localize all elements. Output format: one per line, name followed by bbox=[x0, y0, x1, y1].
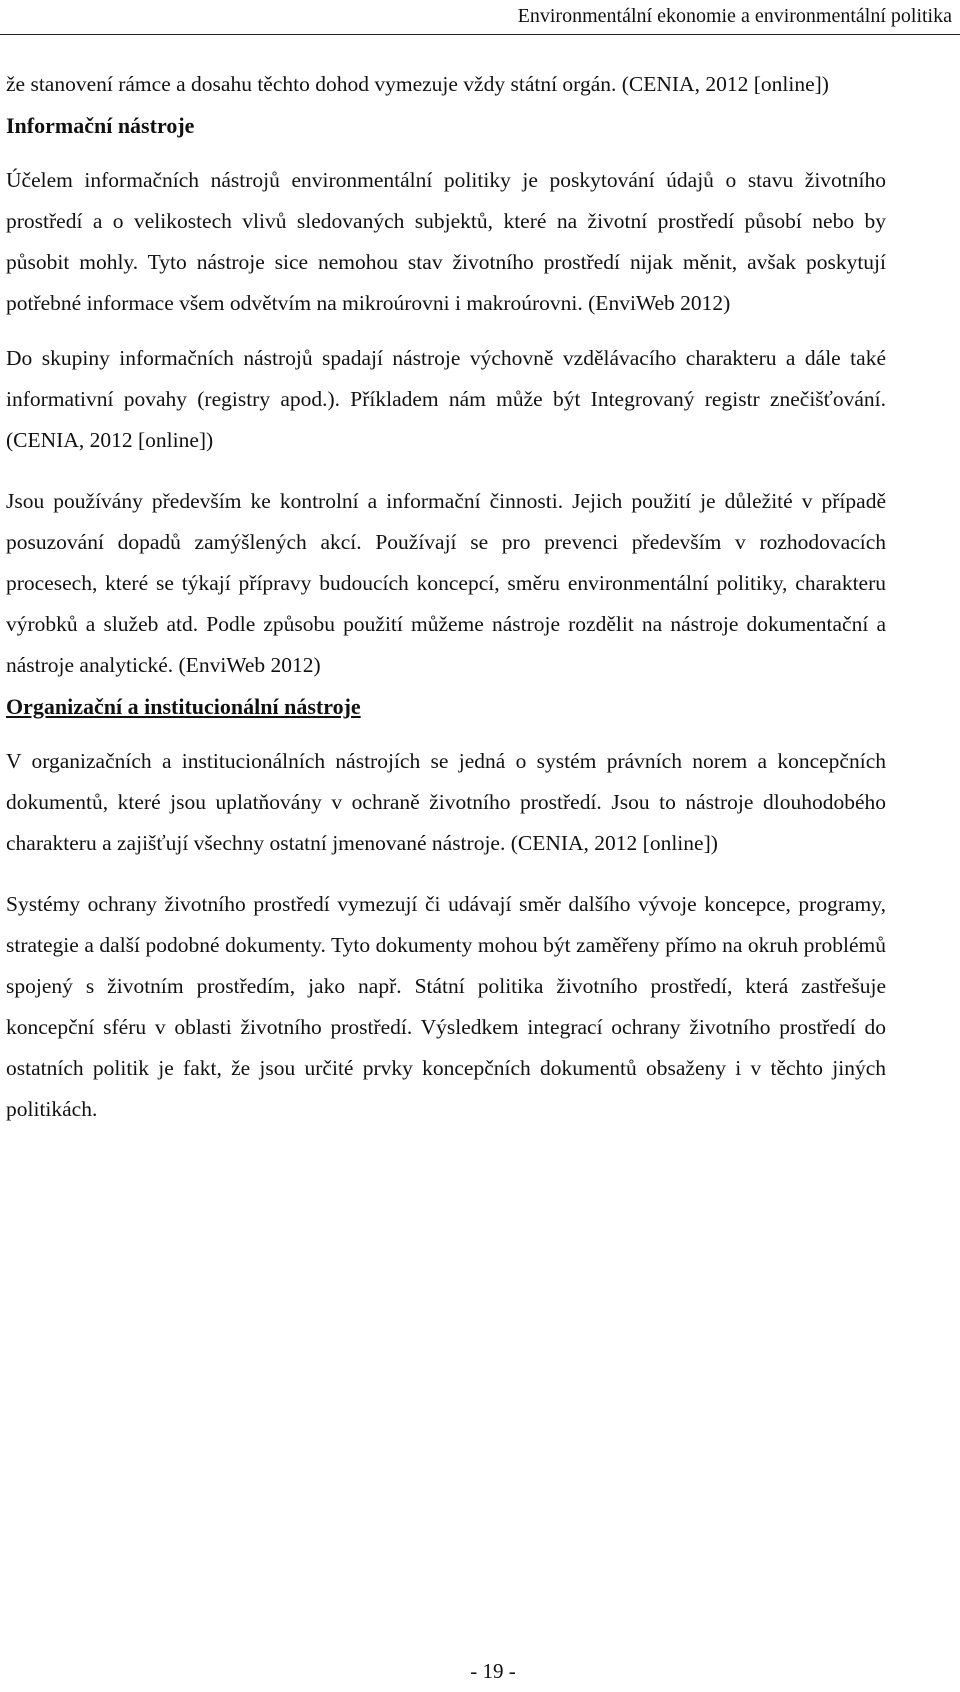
paragraph-organizational-tools: V organizačních a institucionálních nástrojích se jedná o systém právních norem a koncepčních dokumentů, které jsou uplatňovány v ochraně životního prostředí. Jsou to nástroje dlouhodobého charakteru a zajišťují všechny ostatní jmenované nástroje. (CENIA, 2012 [online]) bbox=[6, 749, 886, 855]
section-heading-information-tools: Informační nástroje bbox=[6, 113, 195, 138]
paragraph-continuation: že stanovení rámce a dosahu těchto dohod vymezuje vždy státní orgán. (CENIA, 2012 [online]) bbox=[6, 72, 829, 96]
paragraph-information-tools-purpose: Účelem informačních nástrojů environmentální politiky je poskytování údajů o stavu životního prostředí a o velikostech vlivů sledovaných subjektů, které na životní prostředí působí nebo by působit mohly. Tyto nástroje sice nemohou stav životního prostředí nijak měnit, avšak poskytují potřebné informace všem odvětvím na mikroúrovni i makroúrovni. (EnviWeb 2012) bbox=[6, 168, 886, 315]
paragraph-information-tools-groups: Do skupiny informačních nástrojů spadají nástroje výchovně vzdělávacího charakteru a dále také informativní povahy (registry apod.). Příkladem nám může být Integrovaný registr znečišťování. (CENIA, 2012 [online]) bbox=[6, 346, 886, 452]
page-body bbox=[6, 64, 886, 1130]
page-number: - 19 - bbox=[470, 1659, 516, 1683]
paragraph-information-tools-usage: Jsou používány především ke kontrolní a informační činnosti. Jejich použití je důležité v případě posuzování dopadů zamýšlených akcí. Používají se pro prevenci především v rozhodovacích procesech, které se týkají přípravy budoucích koncepcí, směru environmentální politiky, charakteru výrobků a služeb atd. Podle způsobu použití můžeme nástroje rozdělit na nástroje dokumentační a nástroje analytické. (EnviWeb 2012) bbox=[6, 489, 886, 677]
running-header: Environmentální ekonomie a environmentální politika bbox=[517, 5, 952, 27]
header-divider bbox=[0, 34, 960, 35]
paragraph-protection-systems: Systémy ochrany životního prostředí vymezují či udávají směr dalšího vývoje koncepce, programy, strategie a další podobné dokumenty. Tyto dokumenty mohou být zaměřeny přímo na okruh problémů spojený s životním prostředím, jako např. Státní politika životního prostředí, která zastřešuje koncepční sféru v oblasti životního prostředí. Výsledkem integrací ochrany životního prostředí do ostatních politik je fakt, že jsou určité prvky koncepčních dokumentů obsaženy i v těchto jiných politikách. bbox=[6, 892, 886, 1121]
section-heading-organizational-tools: Organizační a institucionální nástroje bbox=[6, 694, 361, 719]
